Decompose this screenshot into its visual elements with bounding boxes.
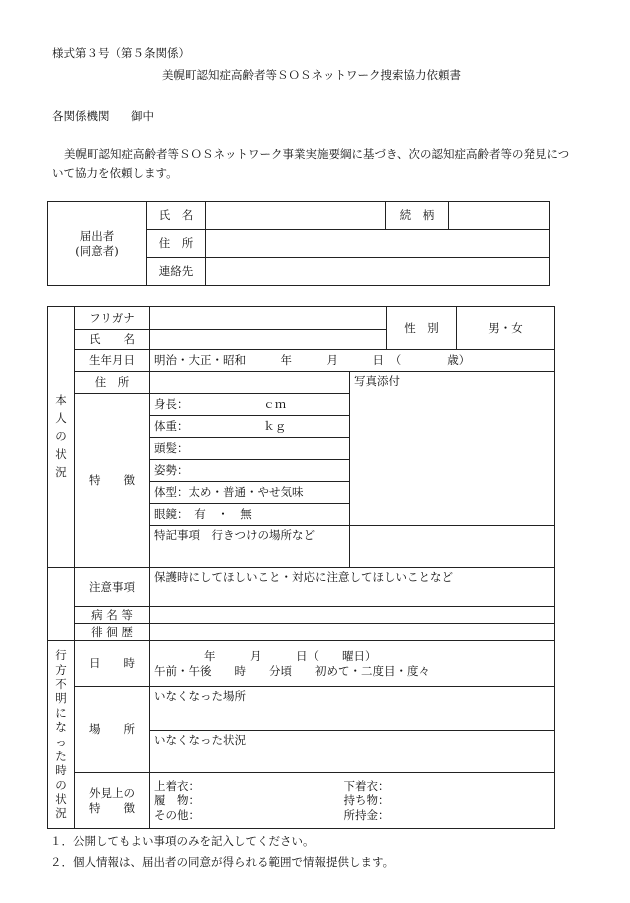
underwear-field: 下着衣： bbox=[343, 778, 390, 793]
addressee-honorific: 御中 bbox=[131, 109, 154, 123]
applicant-section-label: 届出者 (同意者) bbox=[48, 202, 147, 286]
wandering-field[interactable] bbox=[150, 624, 555, 641]
situation-field[interactable]: いなくなった状況 bbox=[150, 731, 555, 773]
special-notes-extra[interactable] bbox=[350, 526, 555, 568]
shoes-field: 履 物： bbox=[154, 793, 200, 808]
appearance-label: 外見上の 特 徴 bbox=[75, 773, 150, 829]
photo-area[interactable]: 写真添付 bbox=[350, 372, 555, 526]
place-field[interactable]: いなくなった場所 bbox=[150, 687, 555, 731]
person-name-field[interactable] bbox=[150, 330, 387, 350]
applicant-address-label: 住 所 bbox=[147, 230, 206, 258]
datetime-field[interactable] bbox=[150, 641, 555, 687]
form-number: 様式第３号（第５条関係） bbox=[52, 46, 190, 60]
outerwear-field: 上着衣： bbox=[154, 778, 200, 793]
gender-label: 性 別 bbox=[387, 307, 457, 350]
person-table-lower bbox=[47, 567, 555, 641]
birthdate-field[interactable]: 明治・大正・昭和 年 月 日 （ 歳） bbox=[150, 350, 555, 372]
addressee: 各関係機関 bbox=[52, 109, 110, 123]
intro-line-2: いて協力を依頼します。 bbox=[52, 166, 178, 180]
disease-label: 病 名 等 bbox=[75, 607, 150, 624]
posture-field[interactable]: 姿勢： bbox=[150, 460, 350, 482]
missing-section-label: 行 方 不 明 に な っ た 時 の 状 況 bbox=[48, 641, 75, 829]
person-section-continuation bbox=[48, 568, 75, 641]
person-section-label: 本 人 の 状 況 bbox=[48, 307, 75, 568]
applicant-table bbox=[47, 201, 550, 286]
applicant-relation-label: 続 柄 bbox=[386, 202, 449, 230]
applicant-name-field[interactable] bbox=[206, 202, 386, 230]
person-address-label: 住 所 bbox=[75, 372, 150, 394]
features-label: 特 徴 bbox=[75, 394, 150, 568]
place-label: 場 所 bbox=[75, 687, 150, 773]
height-field[interactable]: 身長： ｃｍ bbox=[150, 394, 350, 416]
applicant-contact-label: 連絡先 bbox=[147, 258, 206, 286]
person-name-label: 氏 名 bbox=[75, 330, 150, 350]
person-table bbox=[47, 306, 555, 568]
furigana-field[interactable] bbox=[150, 307, 387, 330]
caution-field[interactable]: 保護時にしてほしいこと・対応に注意してほしいことなど bbox=[150, 568, 555, 607]
appearance-right[interactable] bbox=[340, 773, 555, 829]
appearance-left[interactable] bbox=[150, 773, 340, 829]
applicant-contact-field[interactable] bbox=[206, 258, 550, 286]
wandering-label: 徘 徊 歴 bbox=[75, 624, 150, 641]
money-field: 所持金： bbox=[343, 807, 390, 822]
applicant-relation-field[interactable] bbox=[449, 202, 550, 230]
birthdate-label: 生年月日 bbox=[75, 350, 150, 372]
disease-field[interactable] bbox=[150, 607, 555, 624]
furigana-label: フリガナ bbox=[75, 307, 150, 330]
other-field: その他： bbox=[154, 807, 200, 822]
belongings-field: 持ち物： bbox=[343, 793, 390, 808]
hair-field[interactable]: 頭髪： bbox=[150, 438, 350, 460]
special-notes-field[interactable]: 特記事項 行きつけの場所など bbox=[150, 526, 350, 568]
note-1: １．公開してもよい事項のみを記入してください。 bbox=[50, 834, 315, 848]
person-address-field[interactable] bbox=[150, 372, 350, 394]
form-title: 美幌町認知症高齢者等ＳＯＳネットワーク捜索協力依頼書 bbox=[162, 68, 461, 82]
caution-label: 注意事項 bbox=[75, 568, 150, 607]
time-text: 午前・午後 時 分頃 初めて・二度目・度々 bbox=[154, 663, 430, 678]
applicant-address-field[interactable] bbox=[206, 230, 550, 258]
weight-field[interactable]: 体重： ｋｇ bbox=[150, 416, 350, 438]
glasses-field[interactable]: 眼鏡： 有 ・ 無 bbox=[150, 504, 350, 526]
missing-table bbox=[47, 640, 555, 829]
applicant-name-label: 氏 名 bbox=[147, 202, 206, 230]
datetime-label: 日 時 bbox=[75, 641, 150, 687]
body-type-field[interactable]: 体型：太め・普通・やせ気味 bbox=[150, 482, 350, 504]
date-text: 年 月 日（ 曜日） bbox=[204, 649, 377, 664]
intro-line-1: 美幌町認知症高齢者等ＳＯＳネットワーク事業実施要綱に基づき、次の認知症高齢者等の発見につ bbox=[64, 147, 570, 161]
gender-options[interactable]: 男・女 bbox=[457, 307, 555, 350]
note-2: ２．個人情報は、届出者の同意が得られる範囲で情報提供します。 bbox=[50, 855, 395, 869]
